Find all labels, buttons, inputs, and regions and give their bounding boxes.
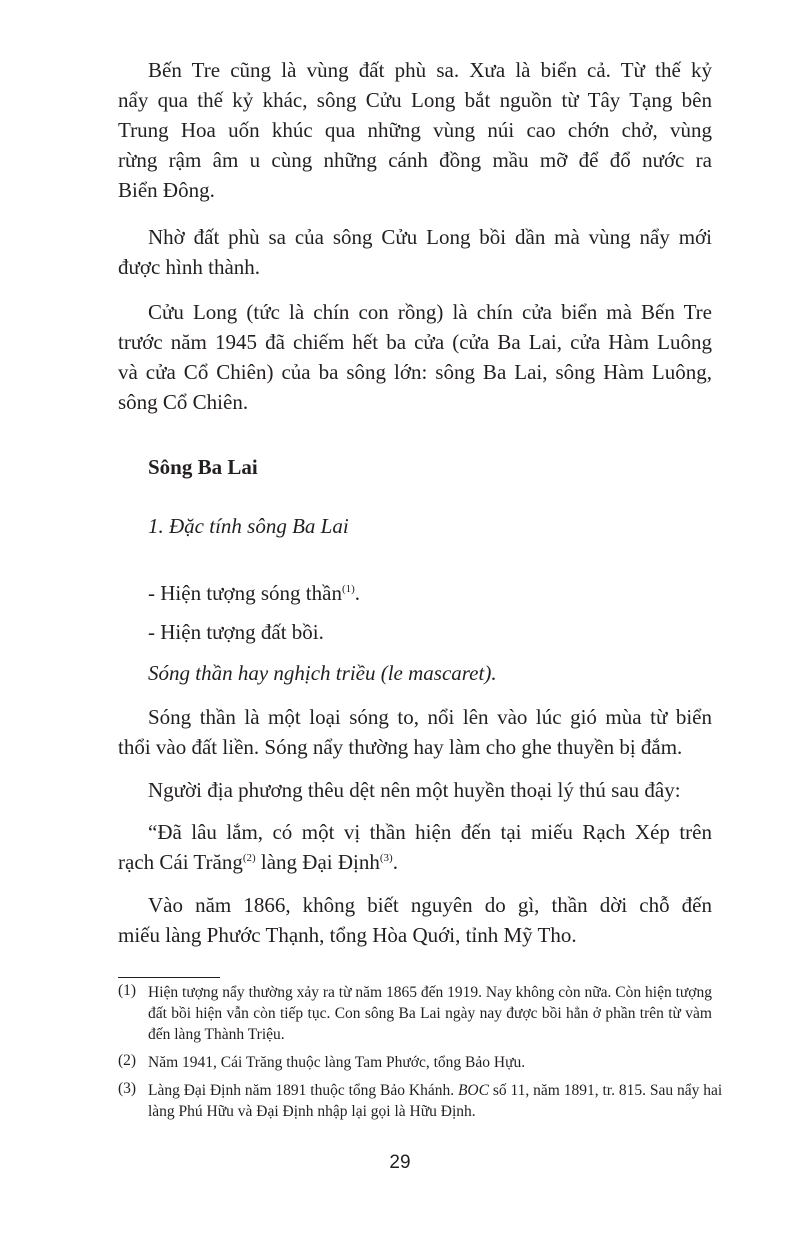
page-number: 29: [389, 1152, 411, 1173]
footnote-line: làng Phú Hữu và Đại Định nhập lại gọi là Hữu Định.: [148, 1103, 476, 1120]
footnote-3: [118, 1080, 723, 1122]
paragraph-cuu-long: [118, 297, 712, 417]
text-line: rừng rậm âm u cùng những cánh đồng mầu mỡ để đổ nước ra: [118, 148, 712, 172]
footnote-number: (1): [118, 982, 137, 999]
text-line: Trung Hoa uốn khúc qua những vùng núi cao chớn chở, vùng: [118, 118, 712, 142]
footnote-line: đến làng Thành Triệu.: [148, 1026, 285, 1043]
text-line: Cửu Long (tức là chín con rồng) là chín cửa biển mà Bến Tre: [148, 300, 712, 324]
punctuation: .: [392, 850, 398, 874]
text-line: Nhờ đất phù sa của sông Cửu Long bồi dần mà vùng nẩy mới: [148, 225, 712, 249]
paragraph-ben-tre: [118, 55, 712, 205]
footnote-divider: [118, 977, 220, 978]
text-line: thổi vào đất liền. Sóng nẩy thường hay làm cho ghe thuyền bị đắm.: [118, 735, 683, 759]
text-line: Vào năm 1866, không biết nguyên do gì, thần dời chỗ đến: [148, 893, 712, 917]
heading-text: Sông Ba Lai: [148, 455, 258, 479]
italic-abbreviation: BOC: [457, 1082, 489, 1099]
footnote-line: Làng Đại Định năm 1891 thuộc tổng Bảo Khánh. BOC số 11, năm 1891, tr. 815. Sau nẩy hai: [148, 1082, 723, 1099]
footnote-ref[interactable]: (2): [242, 852, 256, 864]
footnote-2: [118, 1052, 712, 1073]
subheading-text: 1. Đặc tính sông Ba Lai: [148, 514, 349, 538]
footnote-ref[interactable]: (3): [379, 852, 393, 864]
footnote-line: đất bồi hiện vẫn còn tiếp tục. Con sông Ba Lai ngày nay được bồi hẳn ở phần trên từ vàm: [148, 1005, 712, 1022]
footnote-ref[interactable]: (1): [341, 583, 355, 595]
text-line: sông Cổ Chiên.: [118, 390, 249, 414]
paragraph-1866: [118, 890, 712, 950]
text-line: và cửa Cổ Chiên) của ba sông lớn: sông Ba Lai, sông Hàm Luông,: [118, 360, 712, 384]
italic-subheading: [118, 658, 712, 688]
punctuation: .: [354, 581, 361, 605]
footnote-number: (2): [118, 1052, 137, 1069]
text-line: trước năm 1945 đã chiếm hết ba cửa (cửa Ba Lai, cửa Hàm Luông: [118, 330, 712, 354]
footnote-number: (3): [118, 1080, 137, 1097]
text: rạch Cái Trăng: [118, 850, 243, 874]
text-line: Sóng thần là một loại sóng to, nổi lên vào lúc gió mùa từ biển: [148, 705, 712, 729]
footnote-1: [118, 982, 712, 1045]
list-item: [118, 617, 712, 647]
section-heading: [118, 452, 712, 482]
text-line: [118, 578, 712, 608]
text-line: được hình thành.: [118, 255, 261, 279]
text-line: Biển Đông.: [118, 178, 215, 202]
paragraph-huyen-thoai: [118, 775, 712, 805]
text-line: - Hiện tượng đất bồi.: [148, 620, 324, 644]
text: làng Đại Định: [255, 850, 380, 874]
text-line: Người địa phương thêu dệt nên một huyền thoại lý thú sau đây:: [148, 778, 681, 802]
text-line: “Đã lâu lắm, có một vị thần hiện đến tại miếu Rạch Xép trên: [148, 820, 712, 844]
footnote-line: Năm 1941, Cái Trăng thuộc làng Tam Phước, tổng Bảo Hựu.: [148, 1054, 526, 1071]
subsection-heading: [118, 511, 712, 541]
paragraph-song-than: [118, 702, 712, 762]
list-text: - Hiện tượng sóng thần: [148, 581, 342, 605]
footnote-line: Hiện tượng nẩy thường xảy ra từ năm 1865 đến 1919. Nay không còn nữa. Còn hiện tượng: [148, 984, 712, 1001]
text-line: Bến Tre cũng là vùng đất phù sa. Xưa là biển cả. Từ thế kỷ: [148, 58, 712, 82]
text-line: [118, 847, 712, 877]
paragraph-quote: [118, 817, 712, 877]
text-line: miếu làng Phước Thạnh, tổng Hòa Quới, tỉnh Mỹ Tho.: [118, 923, 577, 947]
text-line: nẩy qua thế kỷ khác, sông Cửu Long bắt nguồn từ Tây Tạng bên: [118, 88, 712, 112]
paragraph-phu-sa: [118, 222, 712, 282]
list-item: [118, 578, 712, 608]
text-line: Sóng thần hay nghịch triều (le mascaret).: [148, 661, 497, 685]
